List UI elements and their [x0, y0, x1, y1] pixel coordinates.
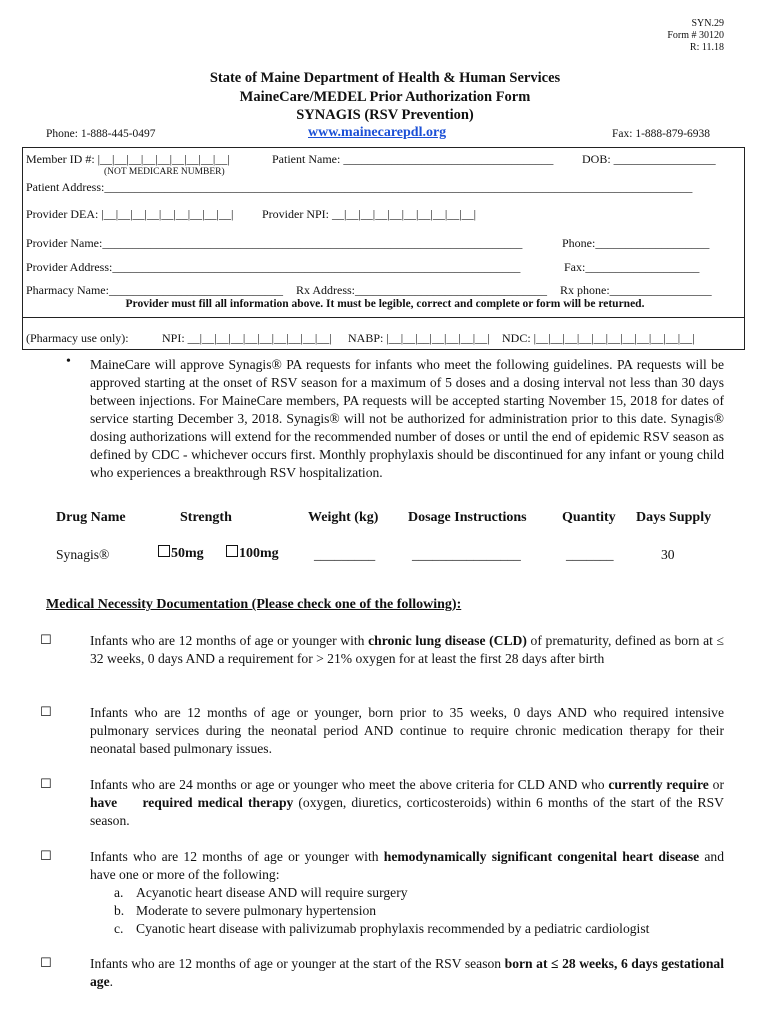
list-letter: a. — [114, 885, 124, 900]
list-letter: b. — [114, 903, 125, 918]
checkbox-icon[interactable]: ☐ — [40, 705, 52, 720]
header-phone: Phone: 1-888-445-0497 — [46, 128, 156, 140]
provider-dea-field[interactable]: Provider DEA: |__|__|__|__|__|__|__|__|__| — [26, 207, 234, 221]
col-drug-name: Drug Name — [56, 510, 126, 525]
website-link[interactable]: www.mainecarepdl.org — [308, 125, 447, 140]
bullet-icon: • — [66, 354, 71, 369]
pharmacy-npi-field[interactable]: NPI: __|__|__|__|__|__|__|__|__|__| — [162, 331, 332, 345]
list-letter: c. — [114, 921, 124, 936]
criterion-cld-24-months — [90, 776, 724, 830]
criterion-24-emphasis-2: have required medical therapy — [90, 795, 294, 810]
patient-name-field[interactable]: Patient Name: ___________________________________ — [272, 152, 554, 166]
dosage-input[interactable]: ________________ — [412, 547, 521, 562]
list-item — [114, 920, 649, 938]
col-strength: Strength — [180, 510, 232, 525]
list-item-text: Acyanotic heart disease AND will require surgery — [136, 885, 408, 900]
quantity-input[interactable]: _______ — [566, 547, 614, 562]
criterion-24-emphasis-1: currently require — [608, 777, 709, 792]
pharmacy-ndc-field[interactable]: NDC: |__|__|__|__|__|__|__|__|__|__|__| — [502, 331, 695, 345]
col-weight: Weight (kg) — [308, 510, 379, 525]
criterion-preterm-pulmonary: Infants who are 12 months of age or younger, born prior to 35 weeks, 0 days AND who required intensive pulmonary services during the neonatal period AND continue to require chronic medication therapy for their neonatal based pulmonary issues. — [90, 705, 724, 756]
header-department: State of Maine Department of Health & Human Services — [209, 70, 561, 86]
guideline-paragraph: MaineCare will approve Synagis® PA requests for infants who meet the following guidelines. PA requests will be approved starting at the onset of RSV season for a maximum of 5 doses and a dosing interval not less than 30 days between injections. For MaineCare members, PA requests will be accepted starting November 15, 2018 for dates of service starting December 3, 2018. Synagis® will not be authorized for administration prior to this date. Synagis® dosing authorizations will extend for the recommended number of doses or until the end of epidemic RSV season as defined by CDC - whichever occurs first. Monthly prophylaxis should be discontinued for any infant or young child who experiences a breakthrough RSV hospitalization. — [90, 357, 724, 480]
criterion-cld-text: Infants who are 12 months of age or younger with — [90, 633, 369, 648]
provider-address-field[interactable]: Provider Address:____________________________________________________________________ — [26, 260, 521, 274]
criterion-cld-emphasis: chronic lung disease (CLD) — [368, 633, 527, 648]
rx-phone-field[interactable]: Rx phone:_________________ — [560, 283, 712, 297]
weight-input[interactable]: _________ — [314, 547, 376, 562]
square-checkbox-icon[interactable] — [158, 545, 170, 557]
pharmacy-use-label: (Pharmacy use only): — [26, 331, 129, 345]
list-item — [114, 902, 649, 920]
form-id-block — [667, 18, 724, 54]
criterion-chd-detail: and have one or more of the following: — [90, 849, 724, 882]
list-item — [114, 884, 649, 902]
criterion-ga-period: . — [109, 974, 114, 989]
not-medicare-note: (NOT MEDICARE NUMBER) — [104, 167, 225, 177]
box-top-border — [22, 147, 744, 148]
criterion-chd — [90, 848, 724, 884]
header-drug-title: SYNAGIS (RSV Prevention) — [296, 107, 474, 123]
checkbox-icon[interactable]: ☐ — [40, 956, 52, 971]
header-form-title: MaineCare/MEDEL Prior Authorization Form — [239, 89, 531, 105]
col-quantity: Quantity — [562, 510, 616, 525]
days-supply-value: 30 — [661, 547, 675, 562]
member-id-field[interactable]: Member ID #: |__|__|__|__|__|__|__|__|__| — [26, 152, 230, 166]
checkbox-icon[interactable]: ☐ — [40, 633, 52, 648]
square-checkbox-icon[interactable] — [226, 545, 238, 557]
criterion-ga-emphasis: born at ≤ 28 weeks, 6 days gestational age — [90, 956, 724, 989]
strength-100-option[interactable] — [226, 545, 279, 562]
box-bottom-border — [22, 349, 744, 350]
list-item-text: Moderate to severe pulmonary hypertension — [136, 903, 377, 918]
strength-50-option[interactable] — [158, 545, 204, 562]
provider-fax-field[interactable]: Fax:___________________ — [564, 260, 700, 274]
box-left-border — [22, 147, 23, 350]
header-fax: Fax: 1-888-879-6938 — [612, 128, 711, 140]
criterion-24-or: or — [708, 777, 724, 792]
list-item-text: Cyanotic heart disease with palivizumab prophylaxis recommended by a pediatric cardiologist — [136, 921, 650, 936]
provider-npi-field[interactable]: Provider NPI: __|__|__|__|__|__|__|__|__|__| — [262, 207, 477, 221]
form-code: SYN.29 — [691, 18, 724, 29]
col-dosage: Dosage Instructions — [408, 510, 527, 525]
pharmacy-nabp-field[interactable]: NABP: |__|__|__|__|__|__|__| — [348, 331, 490, 345]
criterion-gestational-age — [90, 955, 724, 991]
patient-address-field[interactable]: Patient Address:__________________________________________________________________________________________________ — [26, 180, 693, 194]
strength-100-label: 100mg — [239, 546, 279, 561]
checkbox-icon[interactable]: ☐ — [40, 777, 52, 792]
form-revision: R: 11.18 — [689, 42, 724, 53]
box-right-border — [744, 147, 745, 350]
criterion-cld-detail: of prematurity, defined as born at ≤ 32 weeks, 0 days AND a requirement for > 21% oxygen for at least the first 28 days after birth — [90, 633, 724, 666]
criterion-chd-emphasis: hemodynamically significant congenital heart disease — [383, 849, 700, 864]
medical-necessity-title: Medical Necessity Documentation (Please check one of the following): — [46, 597, 462, 612]
chd-sublist — [114, 884, 649, 938]
completeness-notice: Provider must fill all information above. It must be legible, correct and complete or form will be returned. — [125, 298, 645, 310]
criterion-24-text: Infants who are 24 months or age or younger who meet the above criteria for CLD AND who — [90, 777, 609, 792]
criterion-ga-text: Infants who are 12 months of age or younger at the start of the RSV season — [90, 956, 505, 971]
provider-phone-field[interactable]: Phone:___________________ — [562, 236, 710, 250]
rx-address-field[interactable]: Rx Address:________________________________ — [296, 283, 548, 297]
checkbox-icon[interactable]: ☐ — [40, 849, 52, 864]
col-days-supply: Days Supply — [636, 510, 712, 525]
criterion-chd-text: Infants who are 12 months of age or younger with — [90, 849, 384, 864]
strength-50-label: 50mg — [171, 546, 204, 561]
dob-field[interactable]: DOB: _________________ — [582, 152, 716, 166]
provider-name-field[interactable]: Provider Name:______________________________________________________________________ — [26, 236, 523, 250]
criterion-24-detail: (oxygen, diuretics, corticosteroids) within 6 months of the start of the RSV season. — [90, 795, 724, 828]
pharmacy-name-field[interactable]: Pharmacy Name:_____________________________ — [26, 283, 283, 297]
criterion-cld — [90, 632, 724, 668]
drug-name-cell: Synagis® — [56, 547, 110, 562]
box-divider — [22, 317, 744, 318]
form-number: Form # 30120 — [667, 30, 724, 41]
